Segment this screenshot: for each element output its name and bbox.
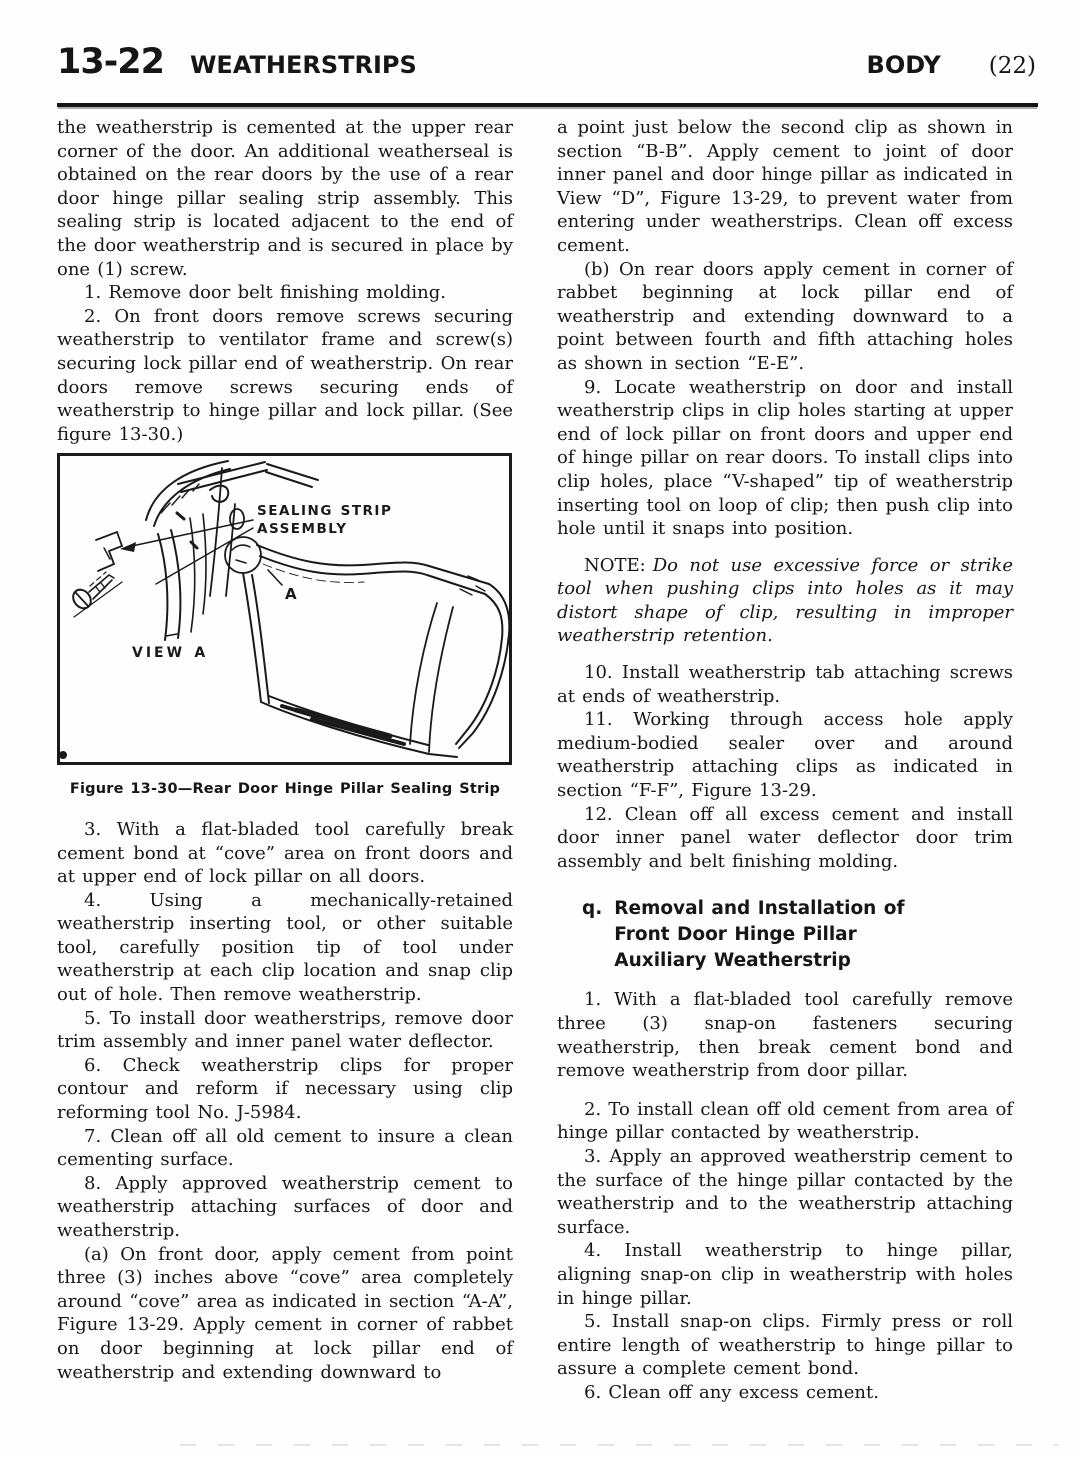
- subsection-title-line-3: Auxiliary Weatherstrip: [614, 950, 851, 972]
- screw-shank: [89, 575, 114, 599]
- paragraph-intro-continuation: the weatherstrip is cemented at the upper rear corner of the door. An additional weatherseal is obtained on the rear doors by the use of a rear door hinge pillar sealing strip assembly. This sealing strip is located adjacent to the end of the door weatherstrip and is secured in place by one (1) screw.: [57, 117, 513, 280]
- header-right: [867, 51, 1036, 79]
- circle-scribble: [232, 545, 250, 563]
- pillar-top-bar: [178, 462, 267, 492]
- step-6: 6. Check weatherstrip clips for proper contour and reform if necessary using clip reforming tool No. J-5984.: [57, 1054, 513, 1124]
- pillar-channel-end: [166, 634, 177, 636]
- label-arrowhead: [120, 542, 136, 552]
- step-5: 5. To install door weatherstrips, remove door trim assembly and inner panel water deflector.: [57, 1007, 513, 1053]
- step-9: 9. Locate weatherstrip on door and install weatherstrip clips in clip holes starting at upper end of lock pillar on front doors and upper end of hinge pillar on rear doors. To install clips into clip holes, place “V-shaped” tip of weatherstrip inserting tool on loop of clip; then push clip into hole until it snaps into position.: [557, 376, 1013, 540]
- border-blemish: [60, 751, 67, 759]
- aux-step-1: 1. With a flat-bladed tool carefully remove three (3) snap-on fasteners securing weatherstrip, then break cement bond and remove weatherstrip from door pillar.: [557, 989, 1013, 1082]
- step-4: 4. Using a mechanically-retained weatherstrip inserting tool, or other suitable tool, carefully position tip of tool under weatherstrip at each clip location and snap clip out of hole. Then remove weatherstrip.: [57, 889, 513, 1006]
- header-left: [57, 42, 417, 82]
- page-header: [57, 42, 1036, 82]
- figure-label-a: A: [285, 585, 297, 604]
- figure-caption: Figure 13-30—Rear Door Hinge Pillar Sealing Strip: [69, 781, 501, 798]
- running-title: BODY: [866, 51, 941, 79]
- page-number: (22): [988, 53, 1036, 79]
- left-column: [57, 116, 513, 1384]
- marker-a-leader: [268, 570, 282, 585]
- door-right-edge: [456, 584, 509, 748]
- figure-label-sealing-strip-line2: ASSEMBLY: [257, 521, 348, 538]
- step-11: 11. Working through access hole apply medium-bodied sealer over and around weatherstrip attaching clips as indicated in section “F-F”, Figure 13-29.: [557, 709, 1013, 802]
- aux-step-6: 6. Clean off any excess cement.: [584, 1381, 879, 1403]
- right-column: [557, 116, 1013, 1405]
- subsection-title-line-2: Front Door Hinge Pillar: [614, 924, 857, 946]
- substep-b: (b) On rear doors apply cement in corner of rabbet beginning at lock pillar end of weatherstrip and extending downward to a point between fourth and fifth attaching holes as shown in section “E-E”.: [557, 258, 1013, 374]
- note-paragraph: [557, 554, 1013, 648]
- step-7: 7. Clean off all old cement to insure a clean cementing surface.: [57, 1125, 513, 1171]
- pillar-hole: [230, 509, 244, 529]
- note-text: Do not use excessive force or strike tool when pushing clips into holes as it may distort shape of clip, resulting in improper weatherstrip retention.: [557, 554, 1013, 647]
- pillar-channel: [158, 530, 180, 640]
- header-rule: [57, 103, 1038, 107]
- clip-marks: [177, 513, 197, 548]
- step-10: 10. Install weatherstrip tab attaching screws at ends of weatherstrip.: [557, 662, 1013, 707]
- bracket: [96, 532, 122, 571]
- subsection-title: [614, 896, 904, 974]
- subsection-title-line-1: Removal and Installation of: [614, 898, 905, 920]
- figure-box: [57, 453, 512, 765]
- step-1: 1. Remove door belt finishing molding.: [84, 282, 447, 304]
- step-8: 8. Apply approved weatherstrip cement to weatherstrip attaching surfaces of door and weatherstrip.: [57, 1172, 513, 1241]
- door-inner-arcs: [410, 603, 453, 752]
- scan-artifact-line: [180, 1444, 1058, 1446]
- substep-a: (a) On front door, apply cement from point three (3) inches above “cove” area completely around “cove” area as indicated in section “A-A”, Figure 13-29. Apply cement in corner of rabbet on door beginning at lock pillar end of weatherstrip and extending downward to: [57, 1243, 513, 1383]
- subsection-letter: q.: [582, 898, 603, 920]
- figure-label-view-a: VIEW A: [132, 645, 209, 662]
- subsection-heading: [582, 896, 1013, 974]
- step-2: 2. On front doors remove screws securing weatherstrip to ventilator frame and screw(s) securing lock pillar end of weatherstrip. On rear doors remove screws securing ends of weatherstrip to hinge pillar and lock pillar. (See figure 13-30.): [57, 305, 513, 445]
- aux-step-2: 2. To install clean off old cement from area of hinge pillar contacted by weatherstrip.: [557, 1098, 1013, 1144]
- figure-label-sealing-strip-line1: SEALING STRIP: [257, 503, 393, 520]
- figure-illustration: [60, 456, 509, 762]
- door-left-edge: [243, 573, 269, 703]
- pillar-top-extension: [266, 464, 318, 487]
- paragraph-continuation: a point just below the second clip as shown in section “B-B”. Apply cement to joint of door inner panel and door hinge pillar as indicated in View “D”, Figure 13-29, to prevent water from entering under weatherstrips. Clean off excess cement.: [557, 117, 1013, 256]
- section-title: WEATHERSTRIPS: [189, 51, 417, 79]
- step-3: 3. With a flat-bladed tool carefully break cement bond at “cove” area on front doors and at upper end of lock pillar on all doors.: [57, 818, 513, 888]
- aux-step-4: 4. Install weatherstrip to hinge pillar, aligning snap-on clip in weatherstrip with holes in hinge pillar.: [557, 1240, 1013, 1309]
- note-label: NOTE:: [584, 554, 646, 576]
- aux-step-5: 5. Install snap-on clips. Firmly press or roll entire length of weatherstrip to hinge pillar to assure a complete cement bond.: [557, 1311, 1013, 1380]
- screw-slot: [76, 593, 88, 606]
- step-12: 12. Clean off all excess cement and install door inner panel water deflector door trim assembly and belt finishing molding.: [557, 803, 1013, 872]
- aux-step-3: 3. Apply an approved weatherstrip cement to the surface of the hinge pillar contacted by the weatherstrip and to the weatherstrip attaching surface.: [557, 1145, 1013, 1238]
- section-number: 13-22: [57, 42, 164, 82]
